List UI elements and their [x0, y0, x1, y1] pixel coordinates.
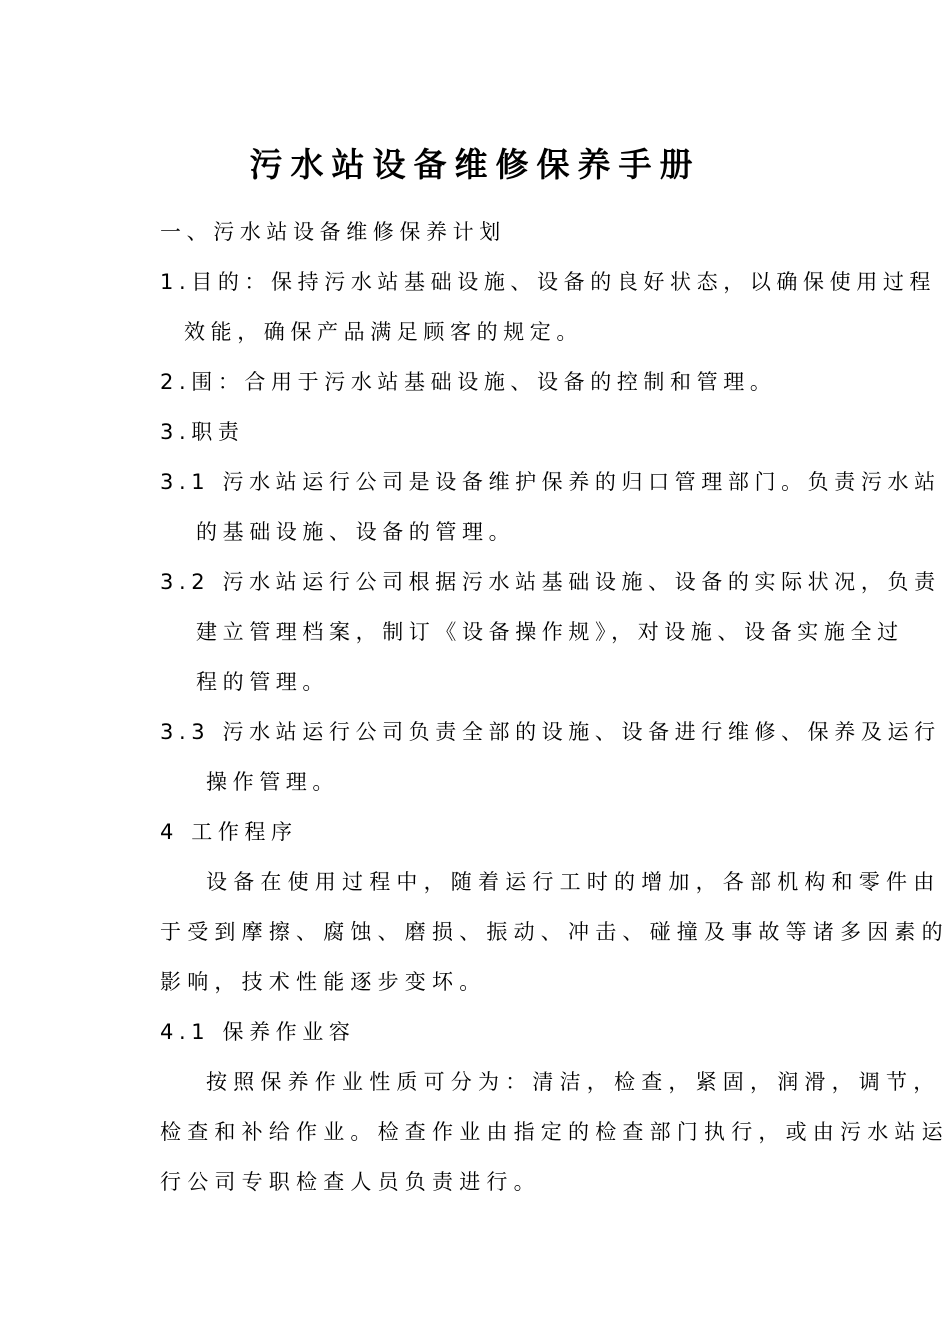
paragraph-procedure-line-2: 于受到摩擦、腐蚀、磨损、振动、冲击、碰撞及事故等诸多因素的 — [160, 920, 949, 944]
paragraph-3-2-line-3: 程的管理。 — [196, 670, 329, 694]
paragraph-maintenance-line-1: 按照保养作业性质可分为：清洁，检查，紧固，润滑，调节， — [206, 1070, 941, 1094]
section-heading-responsibilities: 3.职责 — [160, 420, 245, 444]
section-heading-maintenance-content: 4.1 保养作业容 — [160, 1020, 356, 1044]
paragraph-maintenance-line-3: 行公司专职检查人员负责进行。 — [160, 1170, 541, 1194]
section-heading-plan: 一、污水站设备维修保养计划 — [160, 220, 506, 244]
paragraph-3-3-line-2: 操作管理。 — [206, 770, 339, 794]
paragraph-3-2-line-1: 3.2 污水站运行公司根据污水站基础设施、设备的实际状况，负责 — [160, 570, 941, 594]
paragraph-procedure-line-1: 设备在使用过程中，随着运行工时的增加，各部机构和零件由 — [206, 870, 941, 894]
paragraph-purpose-line-2: 效能，确保产品满足顾客的规定。 — [184, 320, 583, 344]
paragraph-3-3-line-1: 3.3 污水站运行公司负责全部的设施、设备进行维修、保养及运行 — [160, 720, 941, 744]
paragraph-3-1-line-2: 的基础设施、设备的管理。 — [196, 520, 516, 544]
paragraph-scope: 2.围：合用于污水站基础设施、设备的控制和管理。 — [160, 370, 777, 394]
paragraph-3-1-line-1: 3.1 污水站运行公司是设备维护保养的归口管理部门。负责污水站 — [160, 470, 941, 494]
paragraph-maintenance-line-2: 检查和补给作业。检查作业由指定的检查部门执行，或由污水站运 — [160, 1120, 949, 1144]
paragraph-3-2-line-2: 建立管理档案，制订《设备操作规》，对设施、设备实施全过 — [196, 620, 904, 644]
document-title: 污水站设备维修保养手册 — [249, 145, 701, 184]
section-heading-procedure: 4 工作程序 — [160, 820, 298, 844]
paragraph-purpose-line-1: 1.目的：保持污水站基础设施、设备的良好状态，以确保使用过程 — [160, 270, 937, 294]
paragraph-procedure-line-3: 影响，技术性能逐步变坏。 — [160, 970, 487, 994]
